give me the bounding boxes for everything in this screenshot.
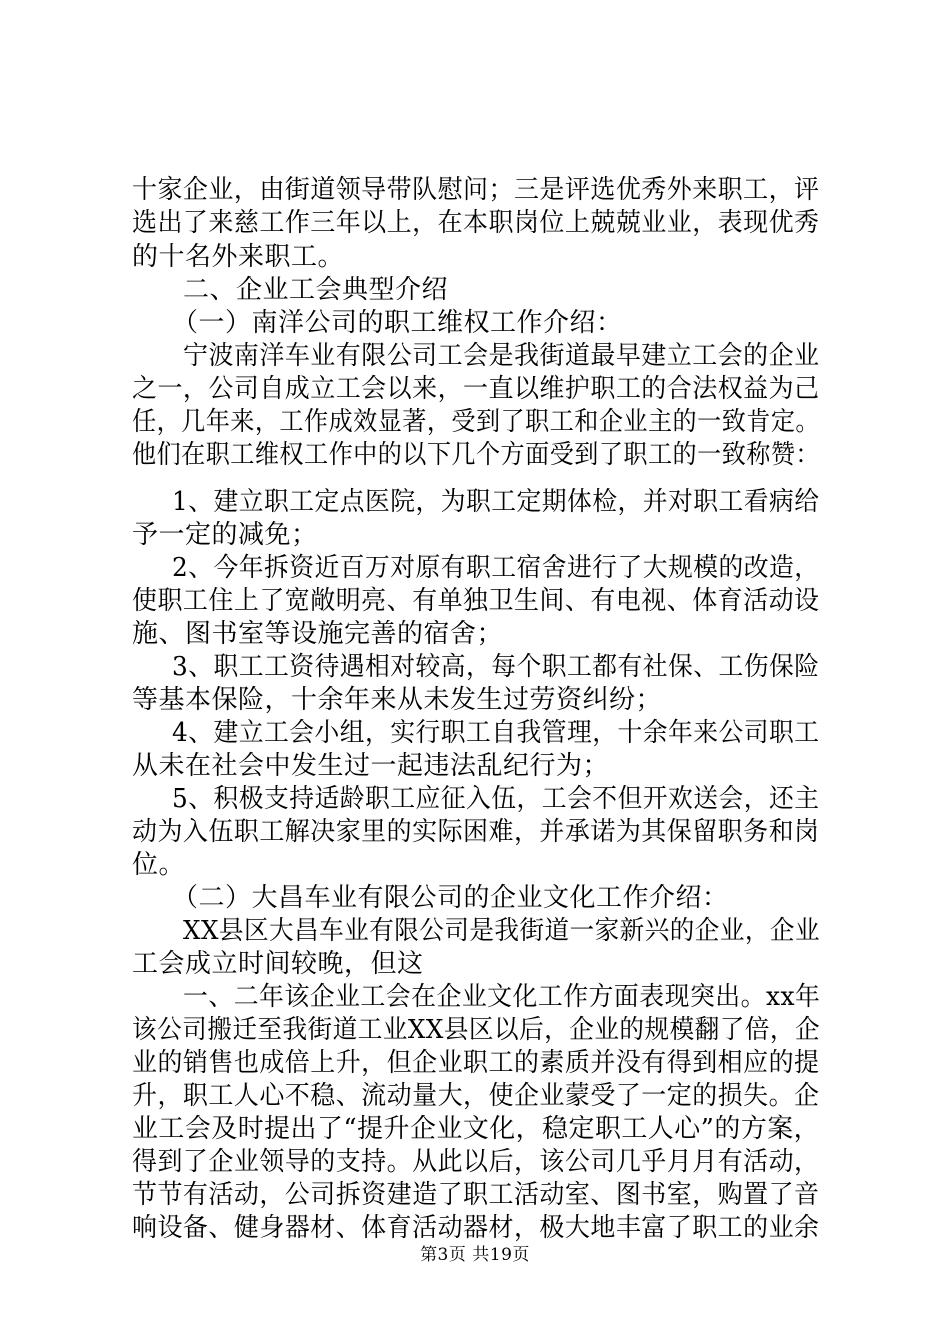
text-line: 十家企业，由街道领导带队慰问；三是评选优秀外来职工，评	[132, 175, 820, 205]
text-line: 的十名外来职工。	[132, 242, 345, 272]
text-line: 动为入伍职工解决家里的实际困难，并承诺为其保留职务和岗	[132, 817, 820, 847]
text-line: 业的销售也成倍上升，但企业职工的素质并没有得到相应的提	[132, 1048, 820, 1078]
text-line: 宁波南洋车业有限公司工会是我街道最早建立工会的企业	[183, 341, 820, 371]
text-line: 工会成立时间较晚，但这	[132, 949, 424, 979]
text-line: 节节有活动，公司拆资建造了职工活动室、图书室，购置了音	[132, 1180, 820, 1210]
text-line: 之一，公司自成立工会以来，一直以维护职工的合法权益为己	[132, 374, 820, 404]
text-line: 该公司搬迁至我街道工业XX县区以后，企业的规模翻了倍，企	[132, 1015, 821, 1045]
text-line: 等基本保险，十余年来从未发生过劳资纠纷；	[132, 685, 663, 715]
list-item-text: 1、建立职工定点医院，为职工定期体检，并对职工看病给	[172, 487, 820, 517]
text-line: XX县区大昌车业有限公司是我街道一家新兴的企业，企业	[183, 916, 821, 946]
text-line: 选出了来慈工作三年以上，在本职岗位上兢兢业业，表现优秀	[132, 208, 820, 238]
subsection-heading: （二）大昌车业有限公司的企业文化工作介绍：	[172, 883, 729, 913]
subsection-heading: （一）南洋公司的职工维权工作介绍：	[172, 308, 623, 338]
list-item-text: 3、职工工资待遇相对较高，每个职工都有社保、工伤保险	[172, 652, 820, 682]
text-line: 响设备、健身器材、体育活动器材，极大地丰富了职工的业余	[132, 1213, 820, 1243]
text-line: 使职工住上了宽敞明亮、有单独卫生间、有电视、体育活动设	[132, 586, 820, 616]
text-line: 一、二年该企业工会在企业文化工作方面表现突出。xx年	[183, 982, 821, 1012]
text-line: 业工会及时提出了“提升企业文化，稳定职工人心”的方案，	[132, 1114, 821, 1144]
text-line: 他们在职工维权工作中的以下几个方面受到了职工的一致称赞：	[132, 440, 820, 470]
text-line: 施、图书室等设施完善的宿舍；	[132, 619, 504, 649]
text-line: 位。	[132, 850, 186, 880]
text-line: 升，职工人心不稳、流动量大，使企业蒙受了一定的损失。企	[132, 1081, 820, 1111]
text-line: 从未在社会中发生过一起违法乱纪行为；	[132, 751, 610, 781]
text-line: 予一定的减免；	[132, 520, 318, 550]
list-item-text: 5、积极支持适龄职工应征入伍，工会不但开欢送会，还主	[172, 784, 820, 814]
text-line: 得到了企业领导的支持。从此以后，该公司几乎月月有活动，	[132, 1147, 820, 1177]
page-number-footer: 第3页 共19页	[420, 1245, 530, 1265]
text-line: 任，几年来，工作成效显著，受到了职工和企业主的一致肯定。	[132, 407, 820, 437]
list-item-text: 2、今年拆资近百万对原有职工宿舍进行了大规模的改造，	[172, 553, 820, 583]
section-heading: 二、企业工会典型介绍	[183, 275, 449, 305]
list-item-text: 4、建立工会小组，实行职工自我管理，十余年来公司职工	[172, 718, 820, 748]
